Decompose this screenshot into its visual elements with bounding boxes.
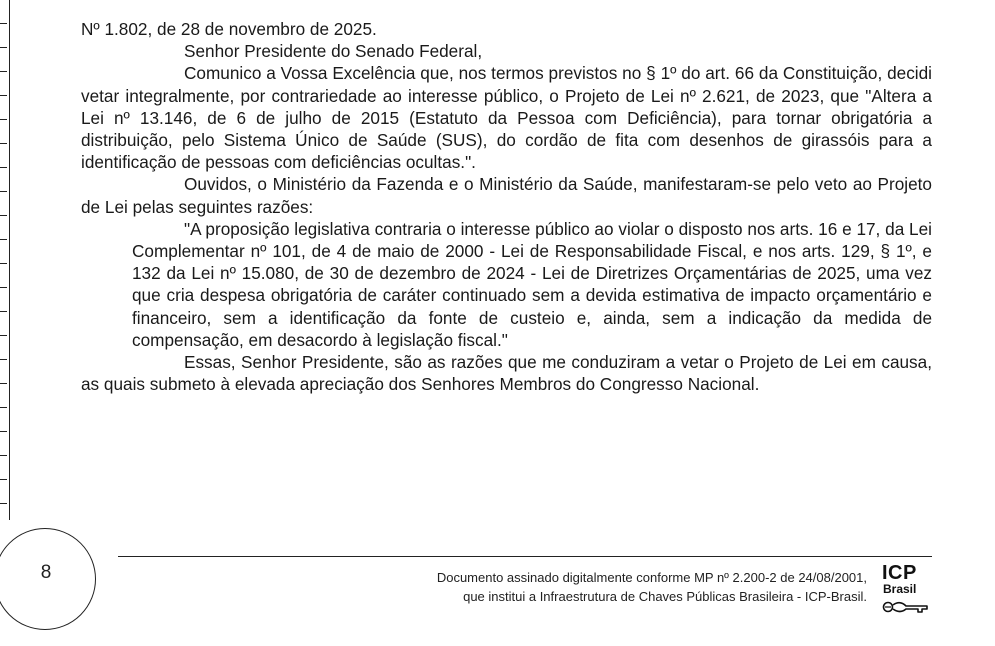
icp-logo-text: ICP bbox=[882, 562, 917, 584]
paragraph-veto-reasons-quote: "A proposição legislativa contraria o interesse público ao violar o disposto nos arts. 16 e 17, da Lei Complementar nº 101, de 4 de maio de 2000 - Lei de Responsabilidade Fiscal, e nos arts. 129, § 1º, e 132 da Lei nº 15.080, de 30 de dezembro de 2024 - Lei de Diretrizes Orçamentárias de 2025, uma vez que cria despesa obrigatória de caráter continuado sem a devida estimativa de impacto orçamentário e financeiro, sem a identificação da fonte de custeio e, ainda, sem a indicação da medida de compensação, em desacordo à legislação fiscal." bbox=[132, 218, 932, 350]
salutation: Senhor Presidente do Senado Federal, bbox=[184, 41, 483, 62]
paragraph-veto-communication: Comunico a Vossa Excelência que, nos termos previstos no § 1º do art. 66 da Constituição, decidi vetar integralmente, por contrariedade ao interesse público, o Projeto de Lei nº 2.621, de 2023, que "Altera a Lei nº 13.146, de 6 de julho de 2015 (Estatuto da Pessoa com Deficiência), para tornar obrigatória a distribuição, pelo Sistema Único de Saúde (SUS), do cordão de fita com desenhos de girassóis para a identificação de pessoas com deficiências ocultas.". bbox=[81, 63, 932, 173]
digital-signature-notice bbox=[437, 568, 867, 606]
document-body bbox=[81, 18, 932, 395]
key-icon bbox=[882, 597, 930, 617]
footer-divider bbox=[118, 556, 932, 557]
icp-logo-subtext: Brasil bbox=[883, 582, 917, 596]
paragraph-ministries: Ouvidos, o Ministério da Fazenda e o Ministério da Saúde, manifestaram-se pelo veto ao Projeto de Lei pelas seguintes razões: bbox=[81, 174, 932, 217]
document-number: Nº 1.802, de 28 de novembro de 2025. bbox=[81, 19, 377, 39]
paragraph-closing: Essas, Senhor Presidente, são as razões que me conduziram a vetar o Projeto de Lei em causa, as quais submeto à elevada apreciação dos Senhores Membros do Congresso Nacional. bbox=[81, 352, 932, 395]
margin-ruler bbox=[0, 0, 10, 520]
signature-line-2: que institui a Infraestrutura de Chaves Públicas Brasileira - ICP-Brasil. bbox=[463, 589, 867, 604]
page-number: 8 bbox=[40, 562, 52, 583]
icp-brasil-logo bbox=[882, 563, 932, 623]
signature-line-1: Documento assinado digitalmente conforme MP nº 2.200-2 de 24/08/2001, bbox=[436, 570, 867, 585]
